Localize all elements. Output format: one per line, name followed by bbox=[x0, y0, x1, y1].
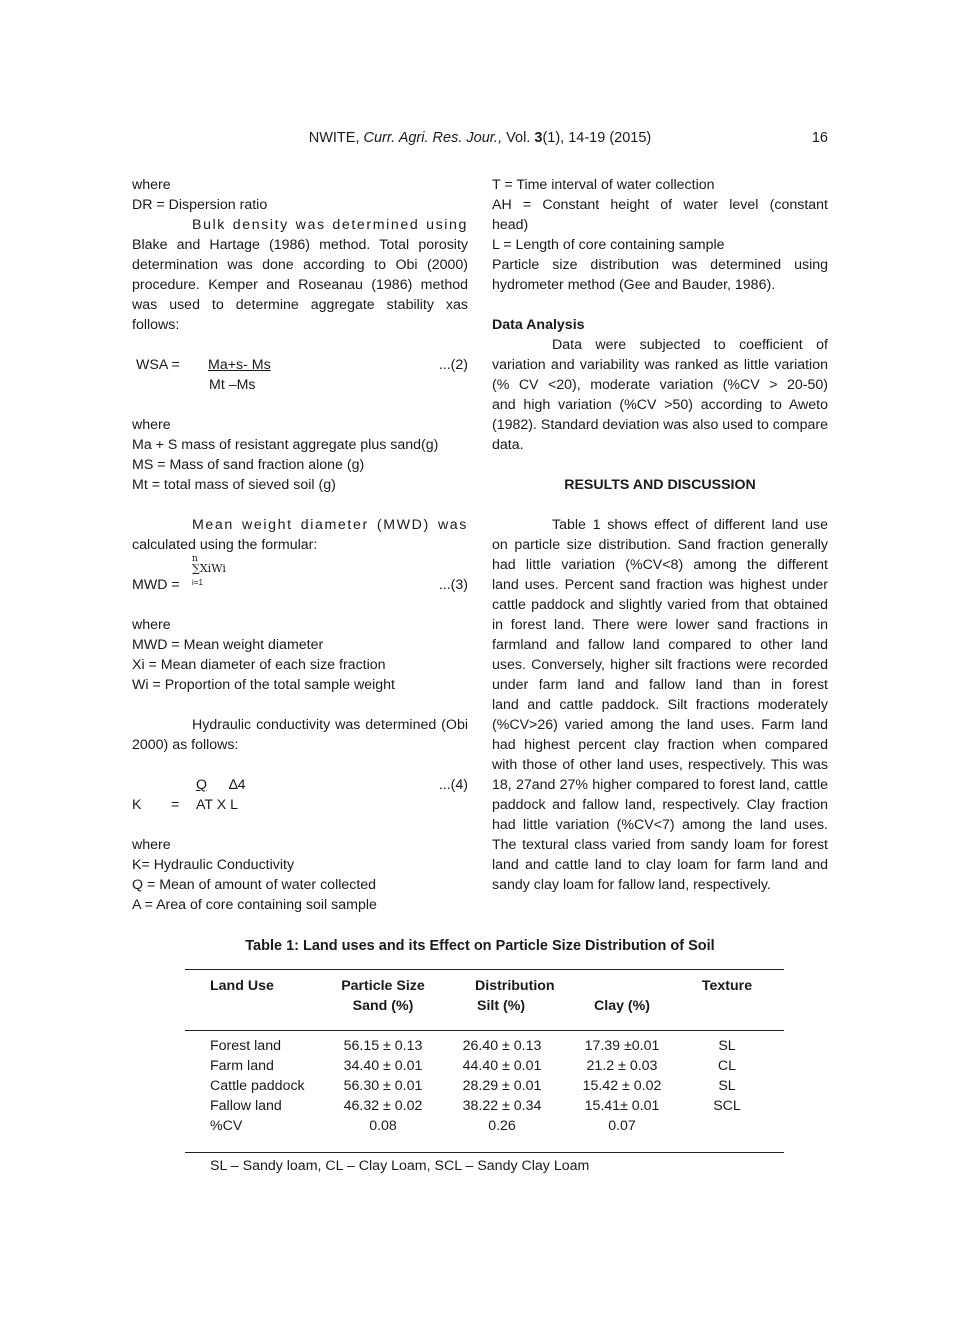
k-delta: ∆4 bbox=[229, 777, 246, 793]
text-line: hydrometer method (Gee and Bauder, 1986). bbox=[492, 277, 776, 293]
text-line: Hydraulic conductivity was determined (Obi bbox=[192, 717, 468, 733]
k-equals: = bbox=[171, 797, 180, 813]
text-line: variation and variability was ranked as little variation bbox=[492, 357, 828, 373]
text-line: AH = Constant height of water level (constant bbox=[492, 197, 828, 213]
text-line: calculated using the formular: bbox=[132, 537, 318, 553]
mwd-equation bbox=[132, 555, 468, 575]
left-column bbox=[132, 175, 468, 915]
table-cell-silt: 28.29 ± 0.01 bbox=[462, 1078, 542, 1094]
table-cell-land: Fallow land bbox=[210, 1098, 282, 1114]
text-line: with those of other land uses, respectively. This was bbox=[492, 757, 828, 773]
text-line: A = Area of core containing soil sample bbox=[132, 897, 377, 913]
wsa-equation bbox=[132, 355, 468, 375]
table-cell-texture: CL bbox=[717, 1058, 737, 1074]
k-label: K bbox=[132, 797, 142, 813]
text-line: L = Length of core containing sample bbox=[492, 237, 725, 253]
text-line: on particle size distribution. Sand fraction generally bbox=[492, 537, 828, 553]
k-numerator: Q bbox=[196, 777, 208, 793]
text-line: (%CV>26) varied among the land uses. Farm land bbox=[492, 717, 828, 733]
wsa-label: WSA = bbox=[136, 357, 180, 373]
text-line: Xi = Mean diameter of each size fraction bbox=[132, 657, 386, 673]
text-line: under farm land and fallow land than in forest bbox=[492, 677, 828, 693]
text-line: and high variation (%CV >50) according to Aweto bbox=[492, 397, 828, 413]
text-line: cattle paddock and slightly varied from that obtained bbox=[492, 597, 828, 613]
table-bottom-rule bbox=[185, 1152, 784, 1153]
equation-number: ...(2) bbox=[438, 357, 468, 373]
text-line: where bbox=[132, 617, 171, 633]
equation-number: ...(4) bbox=[438, 777, 468, 793]
header-author: NWITE, bbox=[308, 130, 364, 146]
text-line: where bbox=[132, 417, 171, 433]
text-line: paddock and fallow land, respectively. Clay fraction bbox=[492, 797, 828, 813]
text-line: Particle size distribution was determined using bbox=[492, 257, 828, 273]
text-line: where bbox=[132, 837, 171, 853]
table-cell-land: Forest land bbox=[210, 1038, 281, 1054]
text-line: had little variation (%CV<8) among the different bbox=[492, 557, 828, 573]
k-denominator: AT X L bbox=[196, 797, 239, 813]
text-line: Mt = total mass of sieved soil (g) bbox=[132, 477, 336, 493]
table-footnote: SL – Sandy loam, CL – Clay Loam, SCL – Sandy Clay Loam bbox=[210, 1158, 590, 1174]
text-line: DR = Dispersion ratio bbox=[132, 197, 268, 213]
table-cell-land: Farm land bbox=[210, 1058, 274, 1074]
text-line: where bbox=[132, 177, 171, 193]
table-cell-clay: 15.42 ± 0.02 bbox=[582, 1078, 662, 1094]
header-land-use: Land Use bbox=[210, 978, 274, 994]
table-cell-sand: 0.08 bbox=[369, 1118, 397, 1134]
text-line: Mean weight diameter (MWD) was bbox=[192, 517, 468, 533]
page-number: 16 bbox=[811, 130, 828, 146]
equation-number: ...(3) bbox=[438, 577, 468, 593]
text-line: procedure. Kemper and Roseanau (1986) method bbox=[132, 277, 468, 293]
text-line: K= Hydraulic Conductivity bbox=[132, 857, 295, 873]
header-vol-suffix: (1), 14-19 (2015) bbox=[542, 130, 652, 146]
table-cell-sand: 56.15 ± 0.13 bbox=[343, 1038, 423, 1054]
mwd-upper-limit: n bbox=[192, 554, 198, 564]
header-silt: Silt (%) bbox=[477, 998, 526, 1014]
text-line: head) bbox=[492, 217, 529, 233]
text-line: in forest land. There were lower sand fractions in bbox=[492, 617, 828, 633]
text-line: Q = Mean of amount of water collected bbox=[132, 877, 377, 893]
table-cell-silt: 38.22 ± 0.34 bbox=[462, 1098, 542, 1114]
text-line: land uses. Percent sand fraction was highest under bbox=[492, 577, 828, 593]
table-cell-clay: 0.07 bbox=[608, 1118, 636, 1134]
text-line: The textural class varied from sandy loam for forest bbox=[492, 837, 828, 853]
text-line: 2000) as follows: bbox=[132, 737, 239, 753]
wsa-denominator: Mt –Ms bbox=[209, 377, 256, 393]
text-line: sandy clay loam for fallow land, respectively. bbox=[492, 877, 771, 893]
header-sand: Sand (%) bbox=[352, 998, 414, 1014]
header-vol-number: 3 bbox=[534, 130, 543, 146]
text-line: determination was done according to Obi (2000) bbox=[132, 257, 468, 273]
text-line: Ma + S mass of resistant aggregate plus sand(g) bbox=[132, 437, 439, 453]
text-line: farmland and fallow land compared to other land bbox=[492, 637, 828, 653]
table-cell-texture: SL bbox=[718, 1078, 736, 1094]
table-cell-clay: 17.39 ±0.01 bbox=[584, 1038, 660, 1054]
header-clay: Clay (%) bbox=[594, 998, 650, 1014]
header-texture: Texture bbox=[701, 978, 753, 994]
table-cell-clay: 21.2 ± 0.03 bbox=[586, 1058, 658, 1074]
text-line: land and cattle paddock. Silt fractions moderately bbox=[492, 697, 828, 713]
text-line: land and cattle land to clay loam for farm land and bbox=[492, 857, 828, 873]
text-line: follows: bbox=[132, 317, 180, 333]
table-cell-sand: 34.40 ± 0.01 bbox=[343, 1058, 423, 1074]
table-cell-silt: 44.40 ± 0.01 bbox=[462, 1058, 542, 1074]
table-cell-texture: SCL bbox=[713, 1098, 741, 1114]
table-cell-sand: 46.32 ± 0.02 bbox=[343, 1098, 423, 1114]
header-particle-size: Particle Size bbox=[341, 978, 425, 994]
text-line: data. bbox=[492, 437, 524, 453]
text-line: (1982). Standard deviation was also used to compare bbox=[492, 417, 828, 433]
table-cell-sand: 56.30 ± 0.01 bbox=[343, 1078, 423, 1094]
text-line: had little variation (%CV<7) among the land uses. bbox=[492, 817, 828, 833]
table-header-rule bbox=[185, 1030, 784, 1031]
text-line: Data were subjected to coefficient of bbox=[552, 337, 828, 353]
mwd-label: MWD = bbox=[132, 577, 180, 593]
right-column bbox=[492, 175, 828, 895]
text-line: Bulk density was determined using bbox=[192, 217, 468, 233]
table-top-rule bbox=[185, 969, 784, 970]
mwd-sum: ∑XiWi bbox=[192, 562, 226, 575]
wsa-numerator: Ma+s- Ms bbox=[208, 357, 271, 373]
text-line: was used to determine aggregate stability xas bbox=[132, 297, 468, 313]
text-line: Table 1 shows effect of different land use bbox=[552, 517, 828, 533]
header-vol-prefix: Vol. bbox=[502, 130, 535, 146]
table-cell-silt: 26.40 ± 0.13 bbox=[462, 1038, 542, 1054]
text-line: MWD = Mean weight diameter bbox=[132, 637, 324, 653]
text-line: uses. Conversely, higher silt fractions were recorded bbox=[492, 657, 828, 673]
section-heading: RESULTS AND DISCUSSION bbox=[564, 477, 756, 493]
text-line: (% CV <20), moderate variation (%CV > 20-50) bbox=[492, 377, 828, 393]
k-equation bbox=[132, 775, 468, 795]
table-cell-land: %CV bbox=[210, 1118, 243, 1134]
text-line: T = Time interval of water collection bbox=[492, 177, 715, 193]
table-cell-silt: 0.26 bbox=[488, 1118, 516, 1134]
table-title: Table 1: Land uses and its Effect on Particle Size Distribution of Soil bbox=[245, 938, 715, 954]
text-line: had highest percent clay fraction when compared bbox=[492, 737, 828, 753]
header-journal: Curr. Agri. Res. Jour., bbox=[363, 130, 503, 146]
table-cell-texture: SL bbox=[718, 1038, 736, 1054]
mwd-lower-limit: i=1 bbox=[192, 578, 203, 587]
text-line: Wi = Proportion of the total sample weight bbox=[132, 677, 395, 693]
text-line: MS = Mass of sand fraction alone (g) bbox=[132, 457, 365, 473]
text-line: Blake and Hartage (1986) method. Total porosity bbox=[132, 237, 468, 253]
section-heading: Data Analysis bbox=[492, 317, 585, 333]
table-cell-clay: 15.41± 0.01 bbox=[584, 1098, 660, 1114]
header-distribution: Distribution bbox=[475, 978, 555, 994]
text-line: 18, 27and 27% higher compared to forest land, cattle bbox=[492, 777, 828, 793]
table-cell-land: Cattle paddock bbox=[210, 1078, 305, 1094]
